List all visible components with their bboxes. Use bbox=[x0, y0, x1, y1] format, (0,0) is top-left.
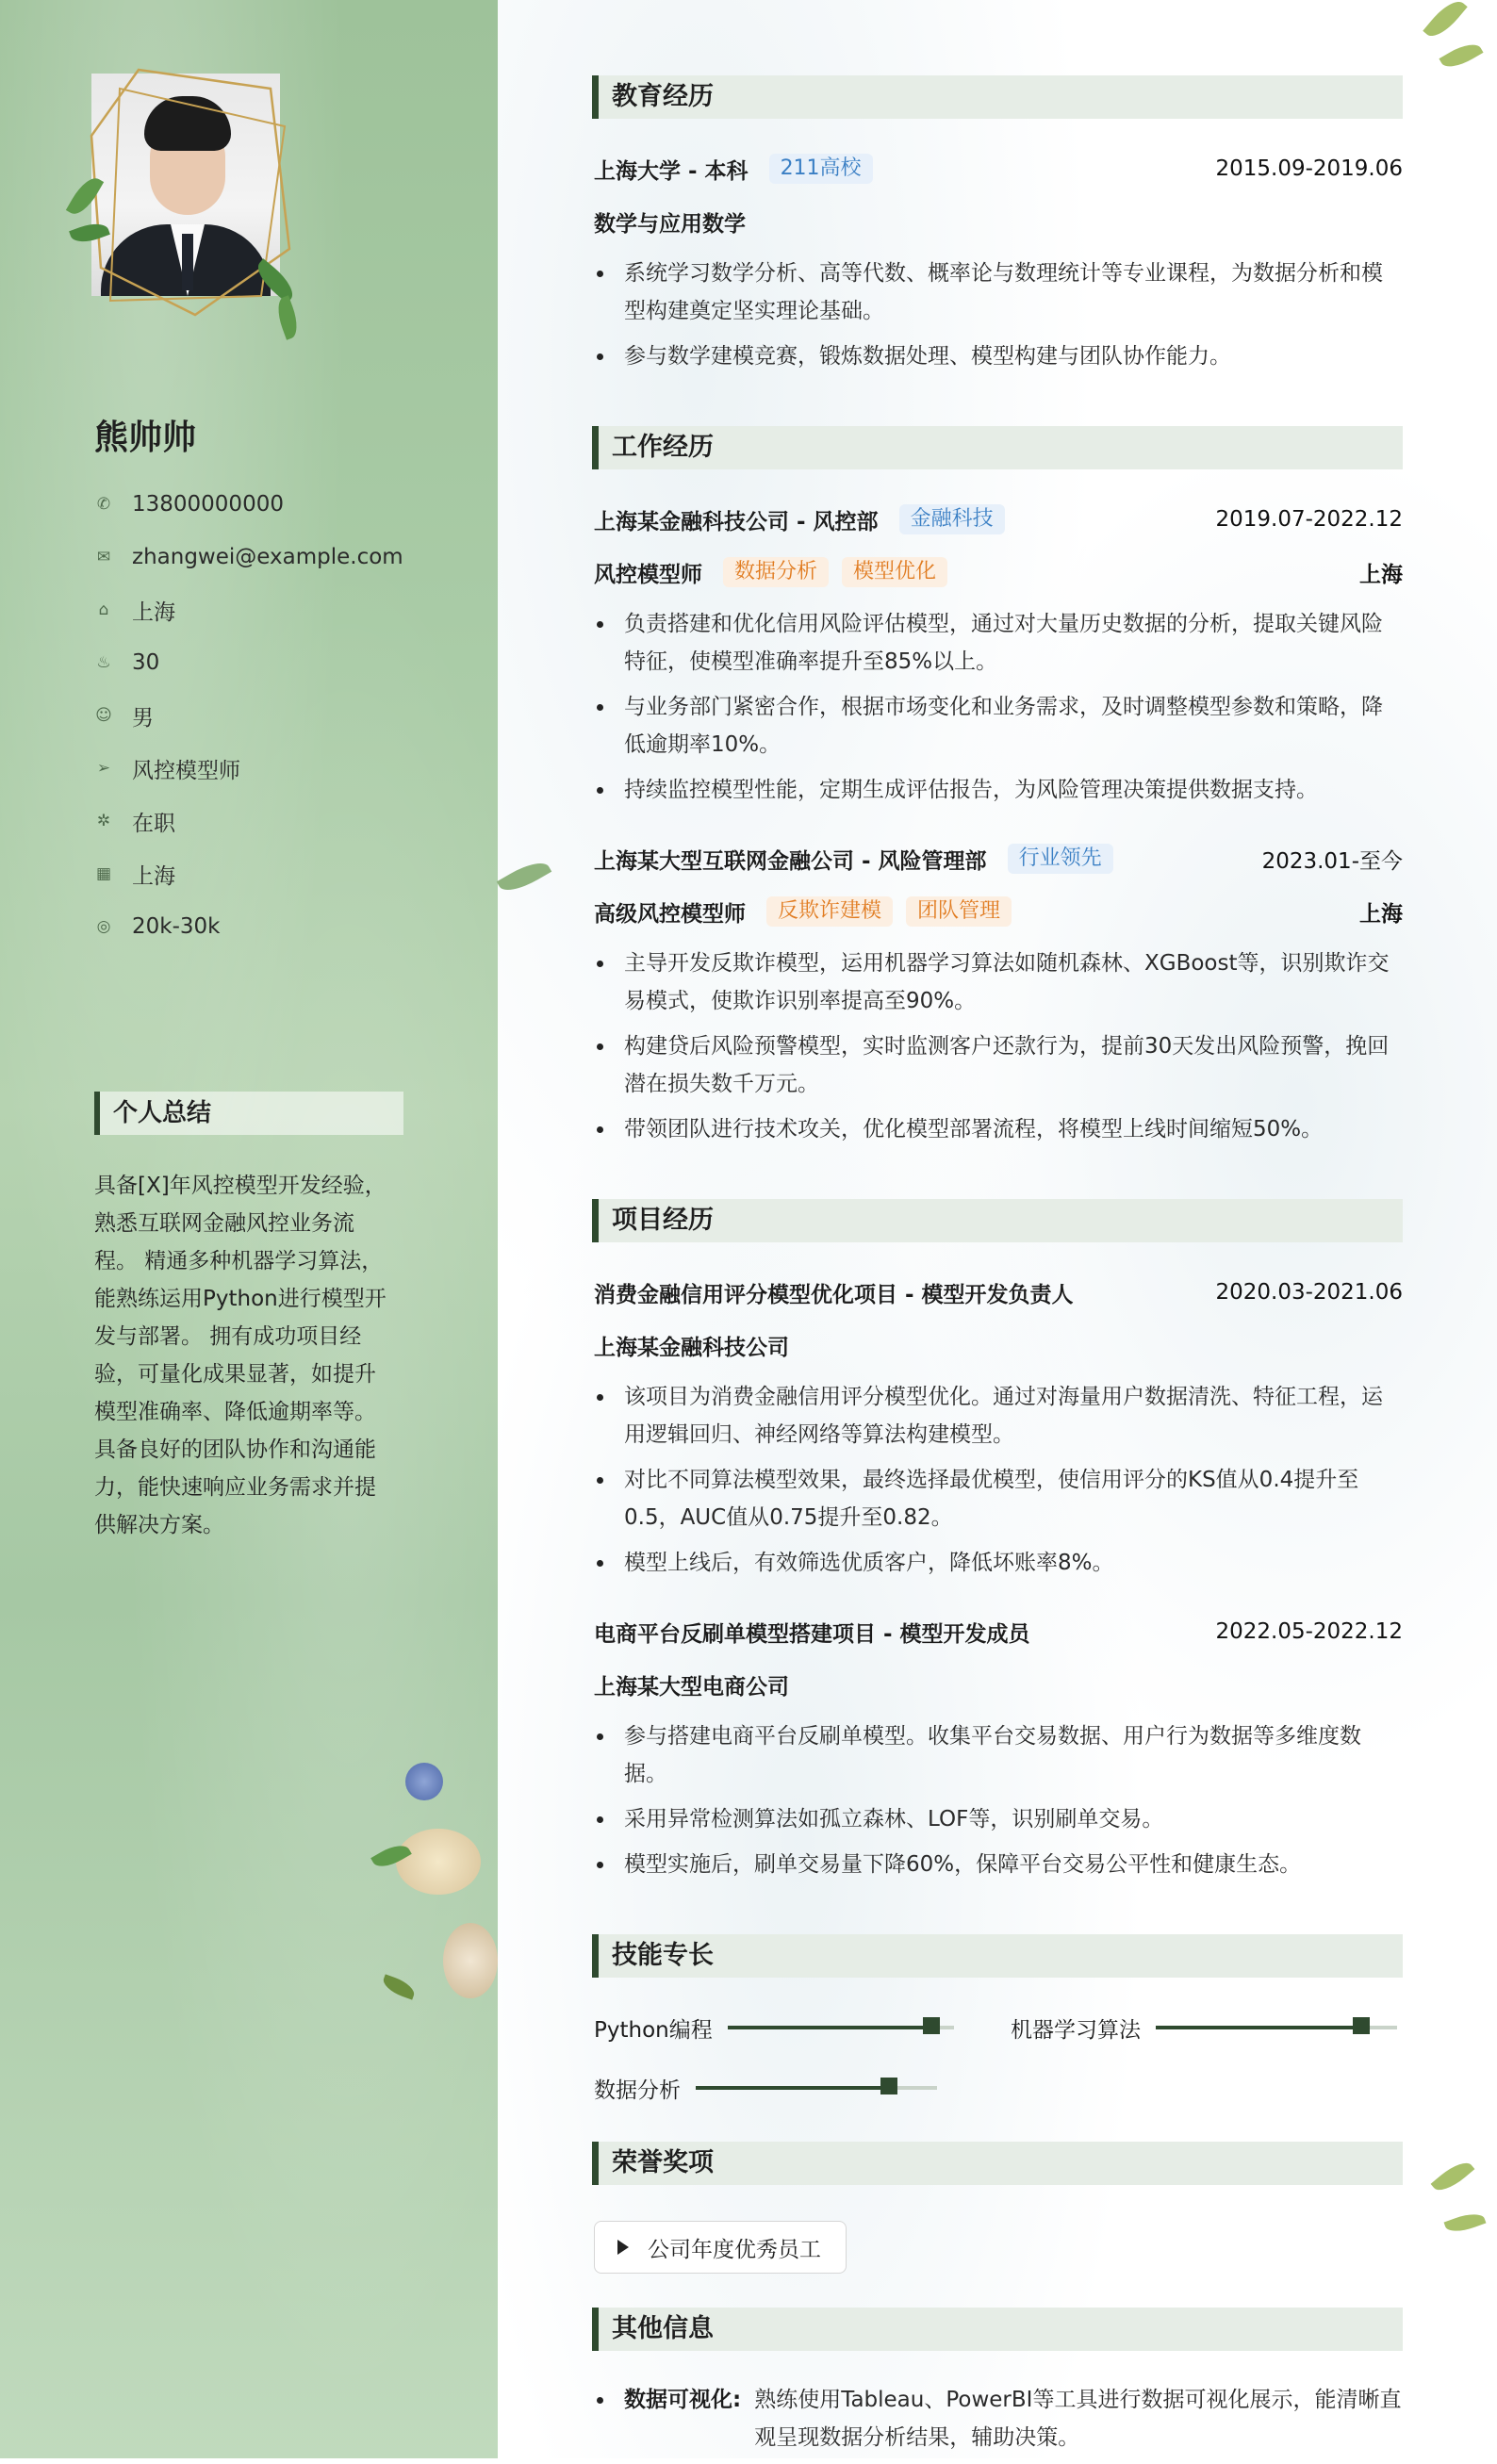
list-item: 系统学习数学分析、高等代数、概率论与数理统计等专业课程，为数据分析和模型构建奠定坚实理论基础。 bbox=[594, 255, 1403, 330]
skill-tag: 模型优化 bbox=[842, 557, 947, 587]
skill-label: Python编程 bbox=[594, 2017, 713, 2043]
skill-python bbox=[594, 2012, 954, 2044]
phone-text: 13800000000 bbox=[132, 492, 284, 517]
skill-tag: 反欺诈建模 bbox=[766, 896, 893, 927]
project-company: 上海某大型电商公司 bbox=[594, 1674, 789, 1700]
job-2-header bbox=[594, 843, 1403, 875]
project-2-bullets bbox=[594, 1717, 1403, 1891]
leaf-decoration bbox=[1439, 38, 1483, 74]
info-salary bbox=[94, 912, 220, 941]
award-label: 公司年度优秀员工 bbox=[648, 2237, 821, 2262]
building-icon: ▦ bbox=[95, 864, 112, 883]
cake-icon: ♨ bbox=[96, 653, 111, 672]
gender-text: 男 bbox=[132, 705, 154, 731]
list-item: 模型上线后，有效筛选优质客户，降低坏账率8%。 bbox=[594, 1544, 1403, 1582]
info-age bbox=[94, 649, 159, 677]
skill-bar-fill bbox=[728, 2026, 931, 2029]
phone-icon: ✆ bbox=[96, 495, 111, 514]
section-other-heading: 其他信息 bbox=[592, 2308, 1403, 2351]
list-item: 负责搭建和优化信用风险评估模型，通过对大量历史数据的分析，提取关键风险特征，使模型准确率提升至85%以上。 bbox=[594, 605, 1403, 681]
section-work-heading: 工作经历 bbox=[592, 426, 1403, 469]
job-period: 2019.07-2022.12 bbox=[1215, 507, 1403, 532]
major: 数学与应用数学 bbox=[594, 211, 746, 237]
job-2-role-row bbox=[594, 895, 1403, 928]
summary-text: 具备[X]年风控模型开发经验，熟悉互联网金融风控业务流程。 精通多种机器学习算法，能熟练运用Python进行模型开发与部署。 拥有成功项目经验，可量化成果显著，如提升模型准确率、降低逾期率等。 具备良好的团队协作和沟通能力，能快速响应业务需求并提供解决方案。 bbox=[94, 1174, 387, 1537]
project-1-bullets bbox=[594, 1378, 1403, 1589]
job-1-bullets bbox=[594, 605, 1403, 816]
list-item: 模型实施后，刷单交易量下降60%，保障平台交易公平性和健康生态。 bbox=[594, 1846, 1403, 1883]
flower-decoration bbox=[405, 1763, 443, 1800]
skill-data-analysis bbox=[594, 2072, 937, 2104]
profile-name: 熊帅帅 bbox=[94, 419, 197, 457]
list-item: 带领团队进行技术攻关，优化模型部署流程，将模型上线时间缩短50%。 bbox=[594, 1110, 1403, 1148]
project-company: 上海某金融科技公司 bbox=[594, 1335, 789, 1360]
list-item: 对比不同算法模型效果，最终选择最优模型，使信用评分的KS值从0.4提升至0.5，AUC值从0.75提升至0.82。 bbox=[594, 1461, 1403, 1536]
avatar bbox=[91, 74, 280, 296]
info-status bbox=[94, 807, 175, 835]
company-tag: 金融科技 bbox=[899, 504, 1005, 534]
skill-tag: 团队管理 bbox=[906, 896, 1012, 927]
job-location: 上海 bbox=[1359, 901, 1403, 927]
skill-bar bbox=[696, 2086, 937, 2090]
award-item[interactable] bbox=[594, 2221, 847, 2274]
info-gender bbox=[94, 701, 154, 730]
sidebar bbox=[0, 0, 498, 2458]
section-education-heading: 教育经历 bbox=[592, 75, 1403, 119]
position-text: 风控模型师 bbox=[132, 758, 240, 783]
age-text: 30 bbox=[132, 650, 160, 675]
project-2-header bbox=[594, 1616, 1403, 1648]
list-item: 持续监控模型性能，定期生成评估报告，为风险管理决策提供数据支持。 bbox=[594, 771, 1403, 809]
education-period: 2015.09-2019.06 bbox=[1215, 156, 1403, 181]
company-name: 上海某大型互联网金融公司 - 风险管理部 bbox=[594, 848, 987, 874]
other-info bbox=[594, 2381, 1403, 2464]
status-icon: ✲ bbox=[96, 812, 111, 830]
info-email bbox=[94, 543, 403, 571]
company-name: 上海某金融科技公司 - 风控部 bbox=[594, 509, 879, 534]
leaf-decoration bbox=[1431, 2156, 1475, 2196]
email-text: zhangwei@example.com bbox=[132, 545, 403, 569]
school-tag: 211高校 bbox=[769, 154, 873, 184]
job-period: 2023.01-至今 bbox=[1261, 848, 1403, 874]
summary-heading: 个人总结 bbox=[94, 1092, 403, 1135]
salary-text: 20k-30k bbox=[132, 914, 221, 939]
skill-tag: 数据分析 bbox=[723, 557, 829, 587]
leaf-decoration bbox=[1444, 2209, 1487, 2236]
info-phone bbox=[94, 490, 284, 518]
skill-bar-handle bbox=[1353, 2017, 1370, 2034]
skill-bar bbox=[1156, 2026, 1397, 2029]
leaf-decoration bbox=[380, 1974, 417, 1999]
play-icon bbox=[617, 2240, 629, 2255]
list-item: 主导开发反欺诈模型，运用机器学习算法如随机森林、XGBoost等，识别欺诈交易模式，使欺诈识别率提高至90%。 bbox=[594, 945, 1403, 1020]
list-item: 构建贷后风险预警模型，实时监测客户还款行为，提前30天发出风险预警，挽回潜在损失数千万元。 bbox=[594, 1027, 1403, 1103]
skill-bar-handle bbox=[923, 2017, 940, 2034]
job-1-role-row bbox=[594, 556, 1403, 588]
job-location: 上海 bbox=[1359, 562, 1403, 587]
skill-label: 数据分析 bbox=[594, 2078, 681, 2103]
send-icon: ➢ bbox=[96, 759, 111, 778]
school-name: 上海大学 - 本科 bbox=[594, 158, 748, 184]
list-item: 采用异常检测算法如孤立森林、LOF等，识别刷单交易。 bbox=[594, 1800, 1403, 1838]
job-role: 高级风控模型师 bbox=[594, 901, 746, 927]
coin-icon: ◎ bbox=[96, 917, 111, 936]
major-row bbox=[594, 205, 1403, 238]
face-icon: ☺ bbox=[95, 706, 112, 725]
job-role: 风控模型师 bbox=[594, 562, 702, 587]
list-item: 该项目为消费金融信用评分模型优化。通过对海量用户数据清洗、特征工程，运用逻辑回归、神经网络等算法构建模型。 bbox=[594, 1378, 1403, 1454]
other-text: 熟练使用Tableau、PowerBI等工具进行数据可视化展示，能清晰直观呈现数据分析结果，辅助决策。 bbox=[754, 2388, 1402, 2450]
project-name: 消费金融信用评分模型优化项目 - 模型开发负责人 bbox=[594, 1282, 1074, 1307]
project-name: 电商平台反刷单模型搭建项目 - 模型开发成员 bbox=[594, 1621, 1030, 1647]
project-2-company-row bbox=[594, 1668, 1403, 1700]
info-work-city bbox=[94, 860, 175, 888]
skill-label: 机器学习算法 bbox=[1011, 2017, 1141, 2043]
other-label: 数据可视化: bbox=[624, 2388, 742, 2412]
skill-bar-fill bbox=[1156, 2026, 1361, 2029]
skill-bar bbox=[728, 2026, 954, 2029]
list-item: 参与数学建模竞赛，锻炼数据处理、模型构建与团队协作能力。 bbox=[594, 337, 1403, 375]
project-period: 2020.03-2021.06 bbox=[1215, 1280, 1403, 1305]
education-row bbox=[594, 153, 1403, 185]
skill-ml bbox=[1011, 2012, 1397, 2044]
status-text: 在职 bbox=[132, 811, 175, 836]
flower-decoration bbox=[396, 1829, 481, 1895]
job-1-header bbox=[594, 503, 1403, 535]
project-period: 2022.05-2022.12 bbox=[1215, 1619, 1403, 1644]
city-text: 上海 bbox=[132, 600, 175, 625]
info-city bbox=[94, 596, 175, 624]
work-city-text: 上海 bbox=[132, 863, 175, 889]
list-item: 与业务部门紧密合作，根据市场变化和业务需求，及时调整模型参数和策略，降低逾期率10%。 bbox=[594, 688, 1403, 764]
skill-bar-handle bbox=[880, 2078, 897, 2094]
leaf-decoration bbox=[1423, 0, 1467, 43]
project-1-company-row bbox=[594, 1329, 1403, 1361]
education-bullets bbox=[594, 255, 1403, 383]
mail-icon: ✉ bbox=[96, 548, 111, 567]
section-awards-heading: 荣誉奖项 bbox=[592, 2142, 1403, 2185]
home-icon: ⌂ bbox=[98, 600, 109, 619]
section-skills-heading: 技能专长 bbox=[592, 1934, 1403, 1978]
company-tag: 行业领先 bbox=[1008, 844, 1113, 874]
section-projects-heading: 项目经历 bbox=[592, 1199, 1403, 1242]
list-item bbox=[594, 2381, 1403, 2456]
skill-bar-fill bbox=[696, 2086, 889, 2090]
project-1-header bbox=[594, 1276, 1403, 1308]
job-2-bullets bbox=[594, 945, 1403, 1156]
leaf-decoration bbox=[497, 855, 551, 897]
flower-decoration bbox=[443, 1923, 498, 1998]
info-position bbox=[94, 754, 240, 782]
list-item: 参与搭建电商平台反刷单模型。收集平台交易数据、用户行为数据等多维度数据。 bbox=[594, 1717, 1403, 1793]
